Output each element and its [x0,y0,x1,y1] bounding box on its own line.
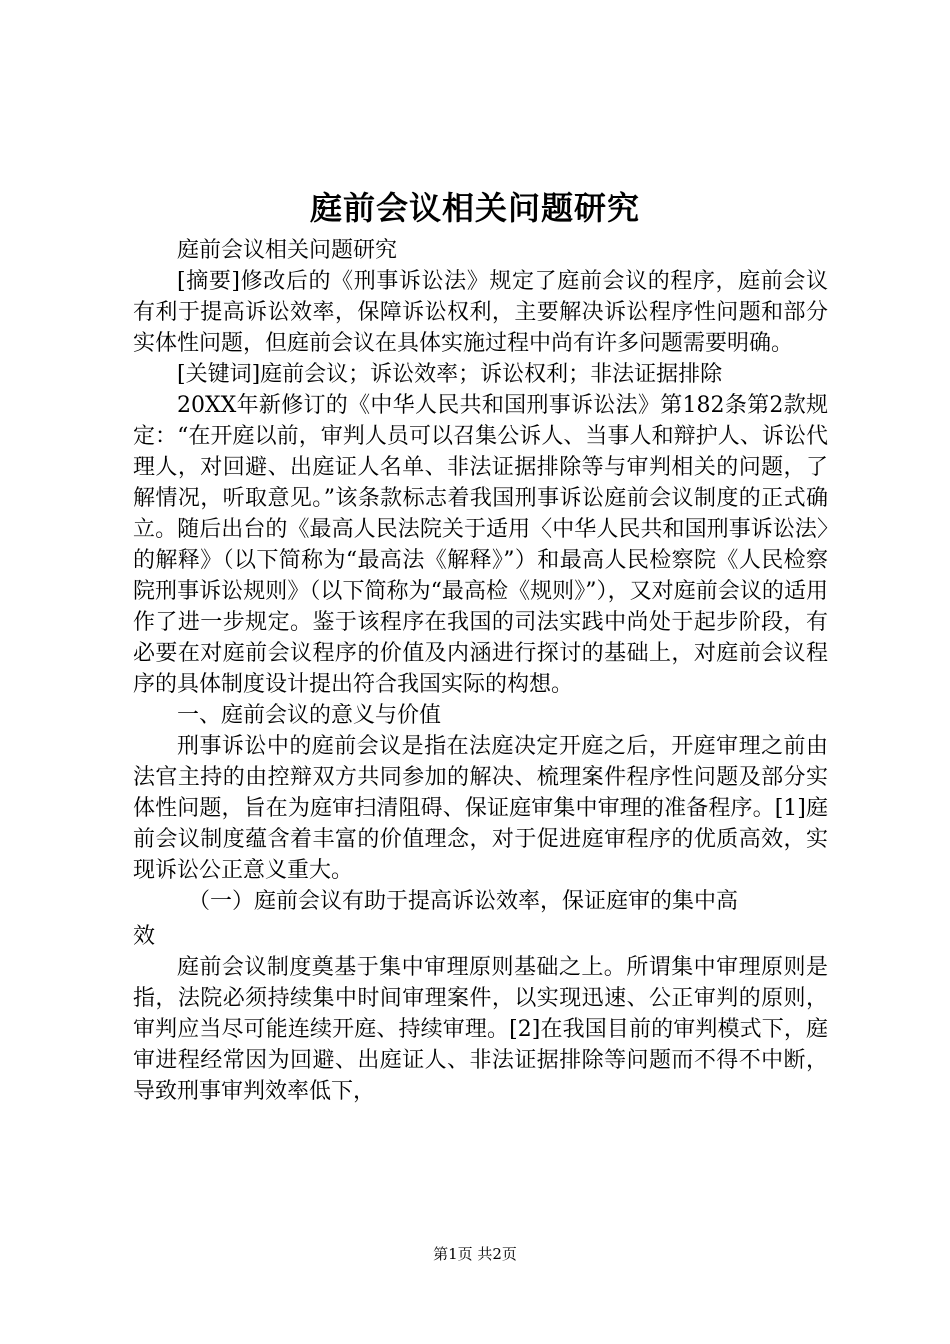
subsection-heading-1 [133,886,828,952]
section-heading-1: 一、庭前会议的意义与价值 [177,703,442,728]
document-title: 庭前会议相关问题研究 [309,189,640,227]
subsection-heading-line2: 效 [133,924,156,949]
paragraph-intro-title: 庭前会议相关问题研究 [177,238,398,263]
paragraph-concentrated-trial: 庭前会议制度奠基于集中审理原则基础之上。所谓集中审理原则是指，法院必须持续集中时间审理案件，以实现迅速、公正审判的原则，审判应当尽可能连续开庭、持续审理。[2]在我国目前的审判模式下，庭审进程经常因为回避、出庭证人、非法证据排除等问题而不得不中断，导致刑事审判效率低下， [133,955,828,1104]
page-number: 第1页 共2页 [433,1245,517,1263]
subsection-heading-line1: （一）庭前会议有助于提高诉讼效率，保证庭审的集中高 [188,889,739,914]
document-body [133,235,828,1107]
paragraph-abstract: [摘要]修改后的《刑事诉讼法》规定了庭前会议的程序，庭前会议有利于提高诉讼效率，保障诉讼权利，主要解决诉讼程序性问题和部分实体性问题，但庭前会议在具体实施过程中尚有许多问题需要明确。 [133,269,828,356]
paragraph-keywords: [关键词]庭前会议；诉讼效率；诉讼权利；非法证据排除 [177,362,723,387]
paragraph-definition: 刑事诉讼中的庭前会议是指在法庭决定开庭之后，开庭审理之前由法官主持的由控辩双方共同参加的解决、梳理案件程序性问题及部分实体性问题，旨在为庭审扫清阻碍、保证庭审集中审理的准备程序。[1]庭前会议制度蕴含着丰富的价值理念，对于促进庭审程序的优质高效，实现诉讼公正意义重大。 [133,734,828,883]
paragraph-background: 20XX年新修订的《中华人民共和国刑事诉讼法》第182条第2款规定：“在开庭以前，审判人员可以召集公诉人、当事人和辩护人、诉讼代理人，对回避、出庭证人名单、非法证据排除等与审判相关的问题，了解情况，听取意见。”该条款标志着我国刑事诉讼庭前会议制度的正式确立。随后出台的《最高人民法院关于适用〈中华人民共和国刑事诉讼法〉的解释》（以下简称为“最高法《解释》”）和最高人民检察院《人民检察院刑事诉讼规则》（以下简称为“最高检《规则》”），又对庭前会议的适用作了进一步规定。鉴于该程序在我国的司法实践中尚处于起步阶段，有必要在对庭前会议程序的价值及内涵进行探讨的基础上，对庭前会议程序的具体制度设计提出符合我国实际的构想。 [133,393,828,697]
